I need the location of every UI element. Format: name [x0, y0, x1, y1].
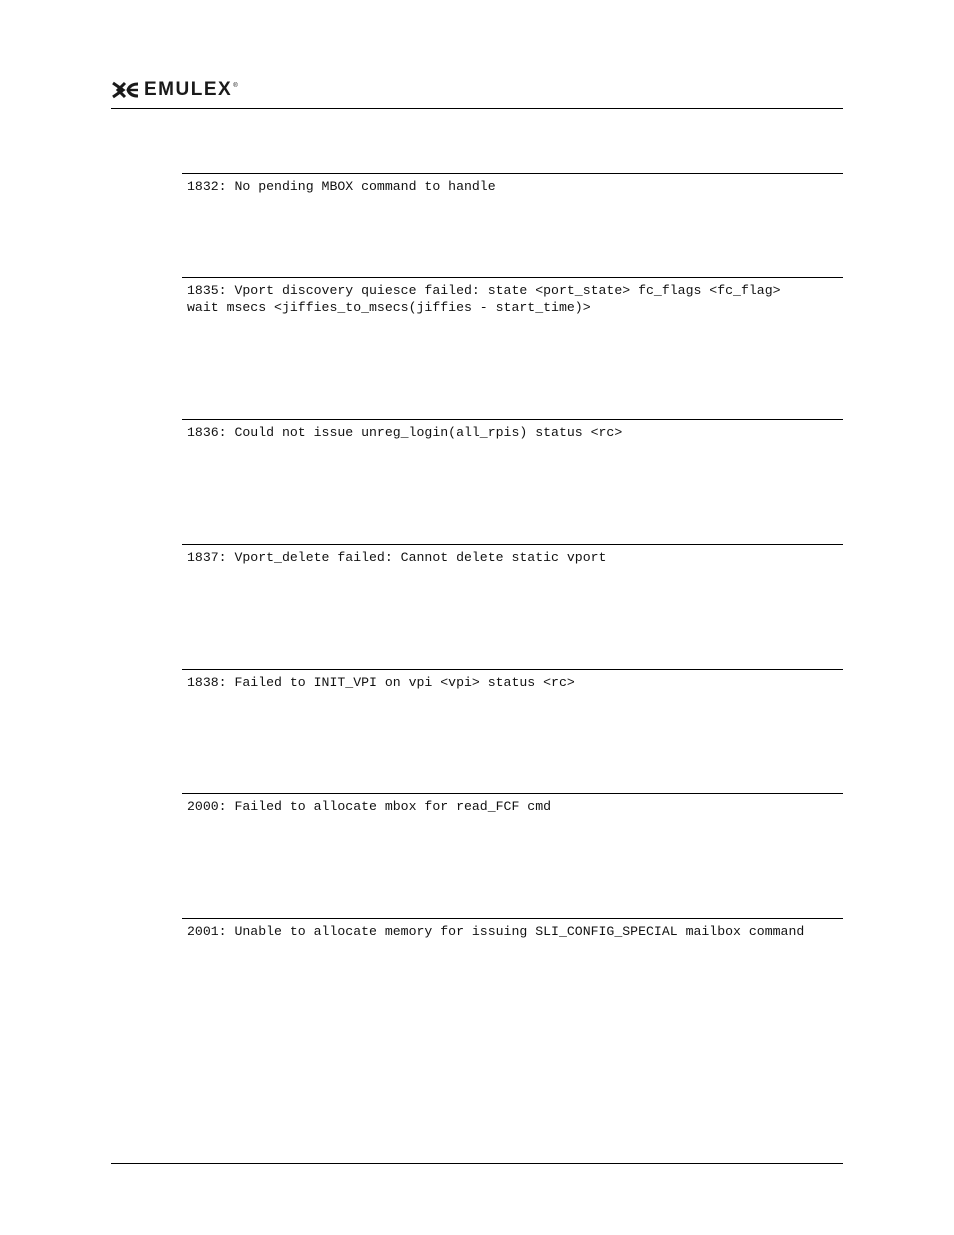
log-message-text: 1836: Could not issue unreg_login(all_rpis) status <rc>: [187, 425, 623, 440]
log-message-text: 1832: No pending MBOX command to handle: [187, 179, 496, 194]
log-message-text: 1838: Failed to INIT_VPI on vpi <vpi> status <rc>: [187, 675, 575, 690]
log-message-text: 1837: Vport_delete failed: Cannot delete static vport: [187, 550, 607, 565]
log-message-entry: [182, 544, 843, 567]
log-message-entry: [182, 793, 843, 816]
log-message-entry: [182, 277, 843, 316]
brand-name: EMULEX: [144, 79, 233, 100]
log-message-text: 2001: Unable to allocate memory for issuing SLI_CONFIG_SPECIAL mailbox command: [187, 924, 805, 939]
header-divider: [111, 108, 843, 109]
footer-divider: [111, 1163, 843, 1164]
log-message-entry: [182, 419, 843, 442]
log-message-entry: [182, 918, 843, 941]
log-message-entry: [182, 173, 843, 196]
trademark-symbol: ®: [233, 83, 238, 89]
log-message-text: 2000: Failed to allocate mbox for read_FCF cmd: [187, 799, 552, 814]
emulex-logo: [111, 80, 238, 100]
emulex-logo-mark-icon: [111, 81, 141, 99]
log-message-text: 1835: Vport discovery quiesce failed: state <port_state> fc_flags <fc_flag> wait msecs <jiffies_to_msecs(jiffies - start_time)>: [187, 283, 781, 315]
log-message-entry: [182, 669, 843, 692]
